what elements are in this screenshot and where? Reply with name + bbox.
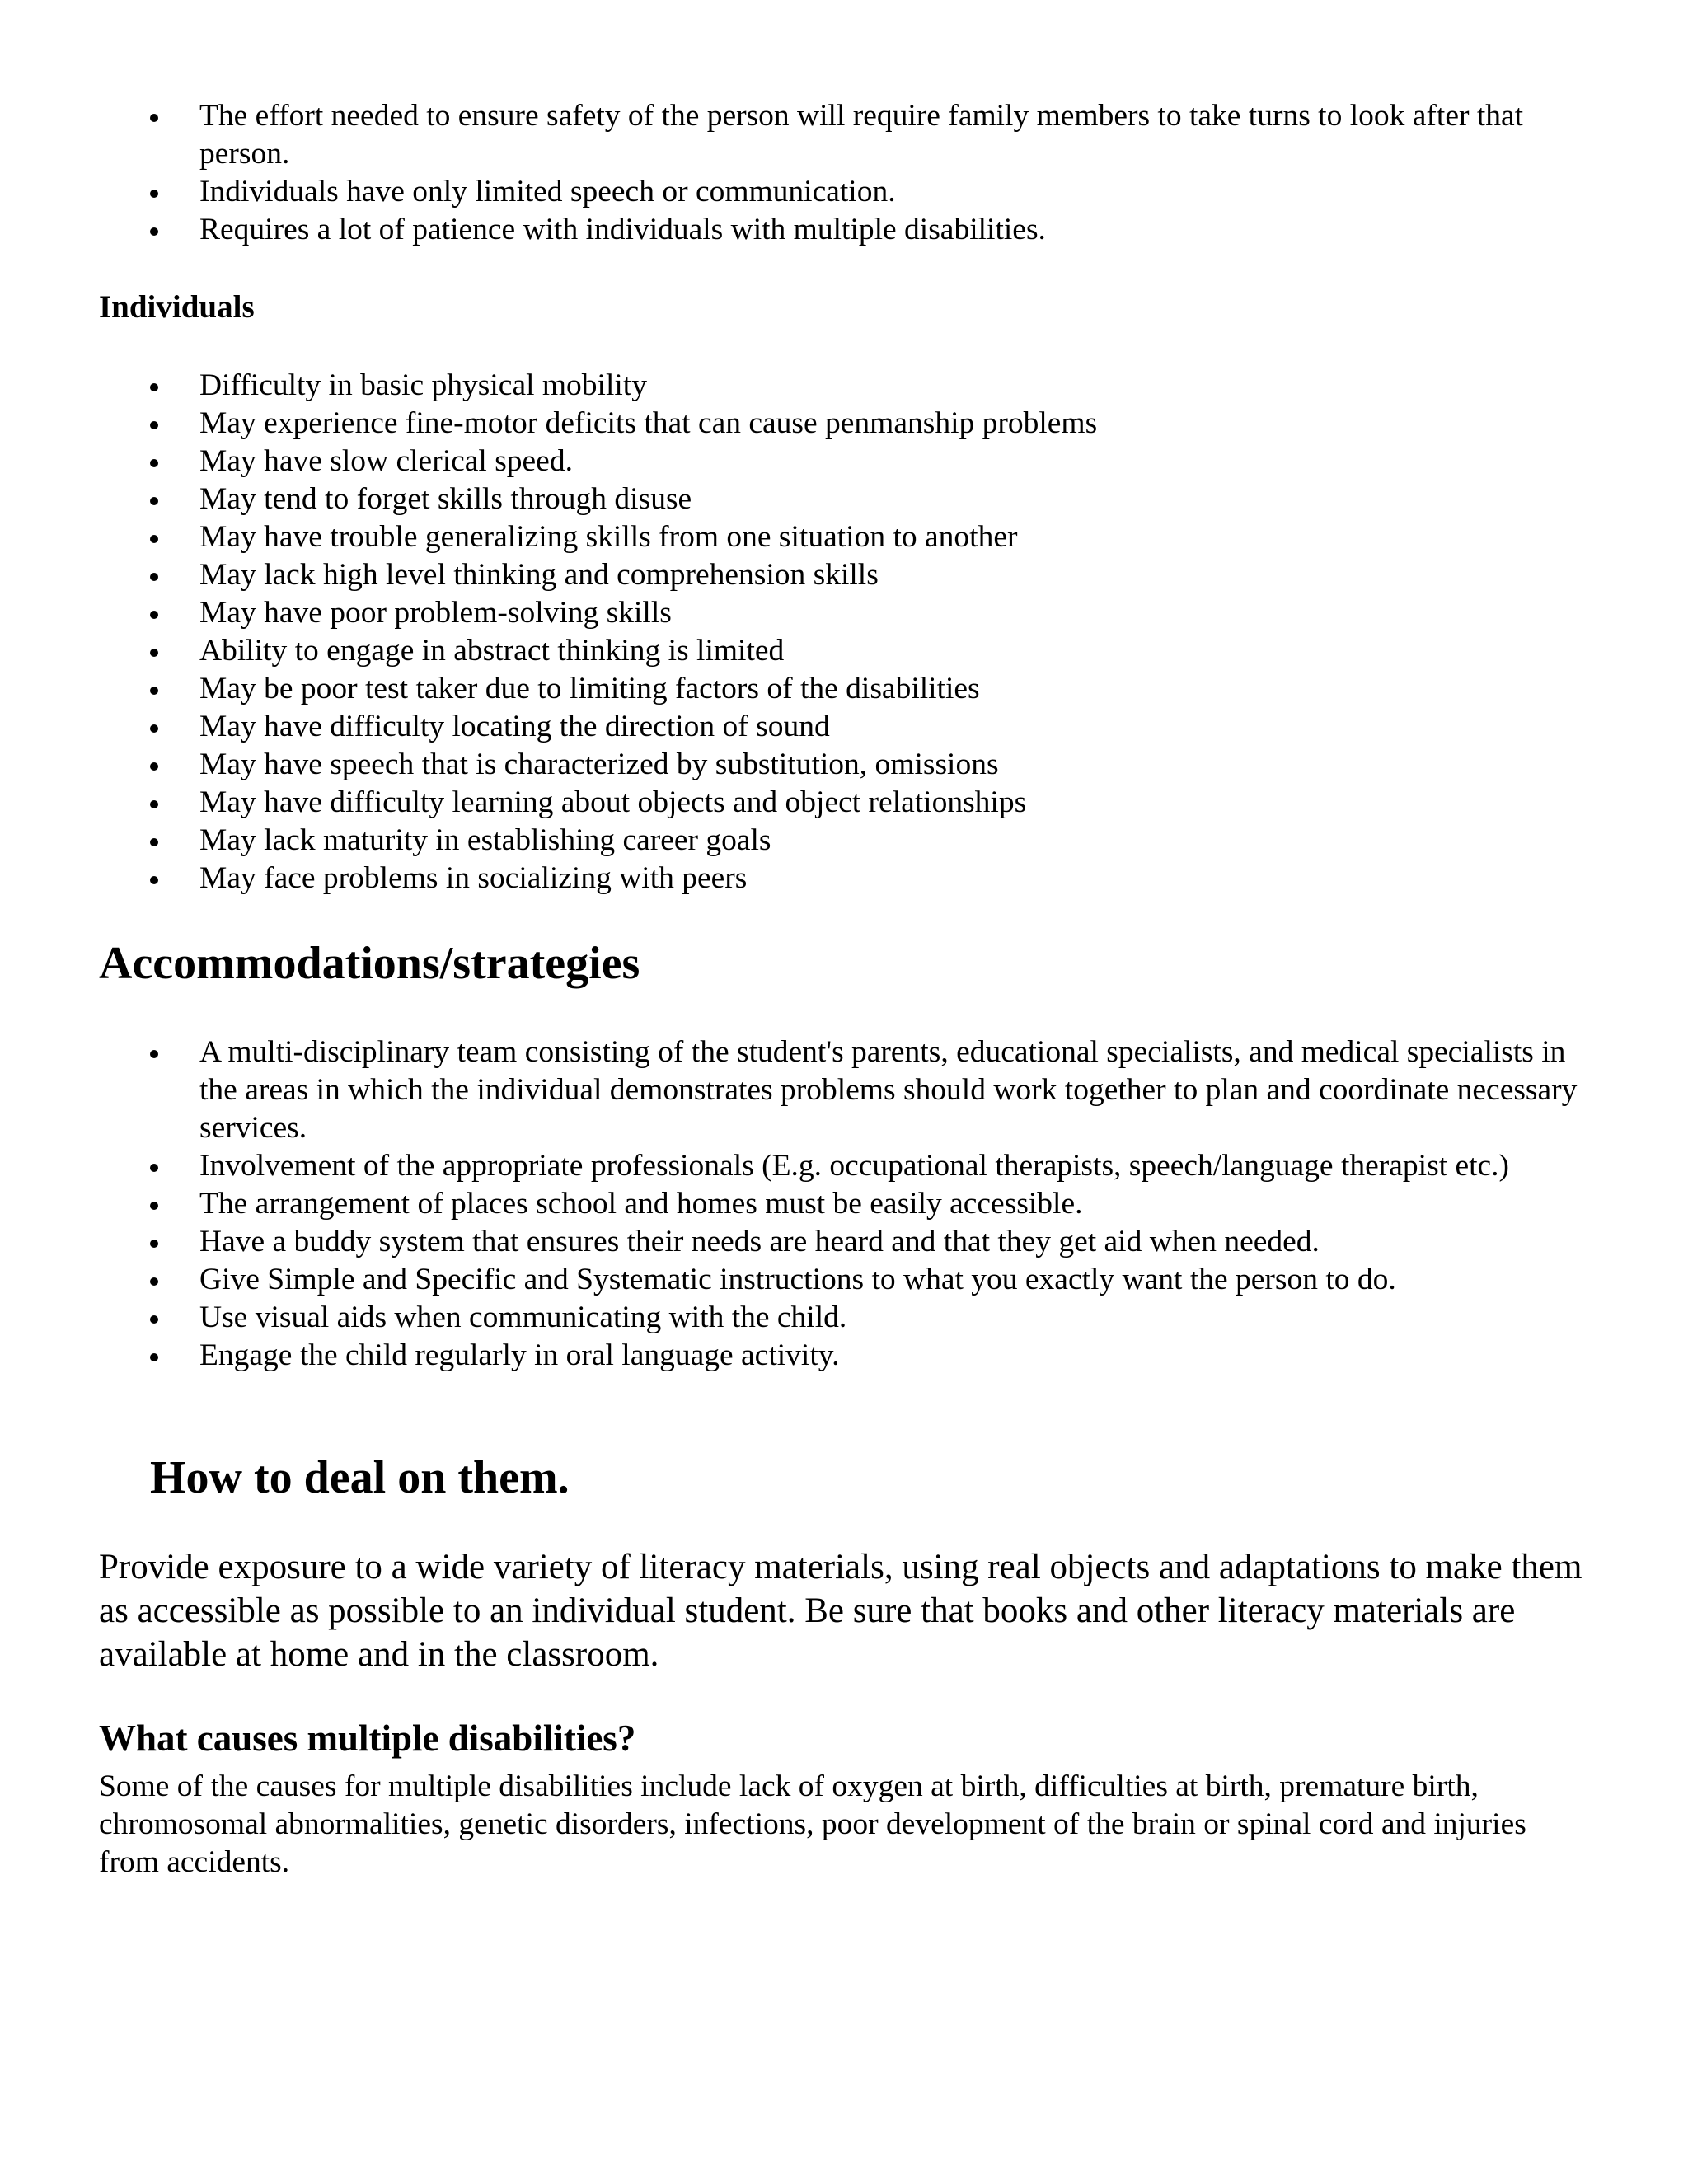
list-item: May have trouble generalizing skills from one situation to another [99,518,1582,556]
list-item: May have difficulty locating the direction of sound [99,708,1582,746]
list-item: May have difficulty learning about objects and object relationships [99,784,1582,822]
list-item: May face problems in socializing with peers [99,860,1582,898]
list-item: Give Simple and Specific and Systematic instructions to what you exactly want the person to do. [99,1261,1582,1299]
list-item: The effort needed to ensure safety of the person will require family members to take turns to look after that person. [99,97,1582,173]
list-item: Ability to engage in abstract thinking is limited [99,632,1582,670]
list-item: Have a buddy system that ensures their needs are heard and that they get aid when needed. [99,1223,1582,1261]
list-item: Engage the child regularly in oral language activity. [99,1337,1582,1375]
list-item: May experience fine-motor deficits that can cause penmanship problems [99,405,1582,443]
list-item: May have slow clerical speed. [99,443,1582,480]
causes-paragraph: Some of the causes for multiple disabilities include lack of oxygen at birth, difficulties at birth, premature birth, chromosomal abnormalities, genetic disorders, infections, poor development of the brain or spinal cord and injuries from accidents. [99,1769,1526,1879]
list-item: Use visual aids when communicating with the child. [99,1299,1582,1337]
list-item: Individuals have only limited speech or communication. [99,173,1582,211]
list-item: May lack maturity in establishing career goals [99,822,1582,860]
list-item: The arrangement of places school and homes must be easily accessible. [99,1185,1582,1223]
list-item: May have speech that is characterized by substitution, omissions [99,746,1582,784]
list-item: Requires a lot of patience with individuals with multiple disabilities. [99,211,1582,249]
causes-heading: What causes multiple disabilities? [99,1718,636,1759]
list-item: May have poor problem-solving skills [99,594,1582,632]
list-item: May be poor test taker due to limiting factors of the disabilities [99,670,1582,708]
individuals-bullet-list [99,367,1582,898]
top-bullet-list [99,97,1582,249]
deal-heading: How to deal on them. [150,1452,570,1503]
deal-paragraph: Provide exposure to a wide variety of literacy materials, using real objects and adaptations to make them as accessible as possible to an individual student. Be sure that books and other literacy materials are available at home and in the classroom. [99,1548,1582,1674]
accommodations-bullet-list [99,1033,1582,1375]
individuals-heading: Individuals [99,289,255,325]
accommodations-heading: Accommodations/strategies [99,938,640,989]
list-item: May lack high level thinking and comprehension skills [99,556,1582,594]
list-item: Involvement of the appropriate professionals (E.g. occupational therapists, speech/language therapist etc.) [99,1147,1582,1185]
list-item: Difficulty in basic physical mobility [99,367,1582,405]
list-item: A multi-disciplinary team consisting of the student's parents, educational specialists, and medical specialists in the areas in which the individual demonstrates problems should work together to plan and coordinate necessary services. [99,1033,1582,1147]
list-item: May tend to forget skills through disuse [99,480,1582,518]
